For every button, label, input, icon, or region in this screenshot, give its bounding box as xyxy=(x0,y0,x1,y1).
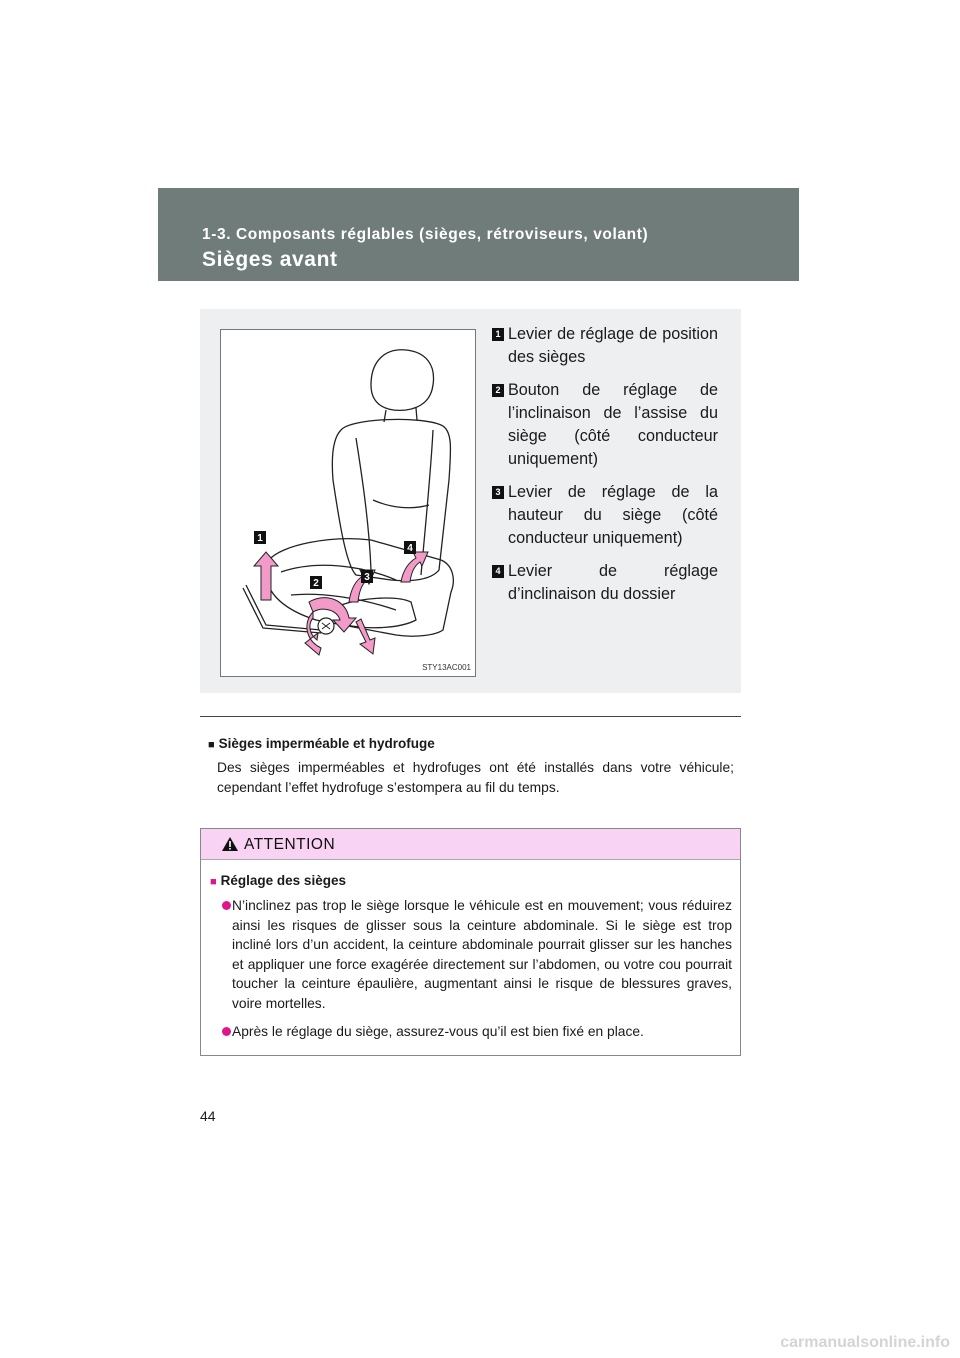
attention-subheading xyxy=(210,873,732,888)
svg-text:1: 1 xyxy=(257,533,263,544)
legend-list xyxy=(492,323,718,615)
note-body: Des sièges imperméables et hydrofuges ont été installés dans votre véhicule; cependant l’effet hydrofuge s’estompera au fil du temps. xyxy=(217,760,734,795)
seat-drawing xyxy=(221,330,475,676)
attention-bullet-text: Après le réglage du siège, assurez-vous qu’il est bien fixé en place. xyxy=(232,1023,644,1039)
info-note xyxy=(208,736,734,798)
note-heading xyxy=(208,736,734,751)
divider xyxy=(200,716,741,717)
bullet-dot-icon xyxy=(222,901,231,910)
section-header xyxy=(158,188,799,281)
legend-text: Levier de réglage de position des sièges xyxy=(508,325,718,367)
legend-number: 3 xyxy=(492,486,504,499)
legend-item xyxy=(492,560,718,607)
bullet-dot-icon xyxy=(222,1027,231,1036)
attention-box xyxy=(200,828,741,1056)
attention-subheading-text: Réglage des sièges xyxy=(220,873,346,888)
watermark: carmanualsonline.info xyxy=(780,1334,950,1351)
legend-item xyxy=(492,481,718,551)
attention-bullet-text: N’inclinez pas trop le siège lorsque le véhicule est en mouvement; vous réduirez ainsi les risques de glisser sous la ceinture abdominale. Si le siège est trop incliné lors d’un accident, la ceinture abdominale pourrait glisser sur les hanches et appliquer une force exagérée directement sur l’abdomen, ou votre cou pourrait toucher la ceinture épaulière, augmentant ainsi le risque de blessures graves, voire mortelles. xyxy=(232,898,732,1011)
legend-number: 1 xyxy=(492,328,504,341)
warning-triangle-icon xyxy=(221,836,239,852)
legend-number: 4 xyxy=(492,565,504,578)
callout-1 xyxy=(254,531,266,544)
legend-number: 2 xyxy=(492,384,504,397)
attention-bullet xyxy=(210,896,732,1014)
square-bullet-icon: ■ xyxy=(210,876,217,888)
callout-3 xyxy=(361,570,373,583)
svg-text:3: 3 xyxy=(364,572,370,583)
square-bullet-icon: ■ xyxy=(208,739,215,751)
callout-2 xyxy=(310,576,322,589)
attention-content xyxy=(201,860,740,1041)
page-title: Sièges avant xyxy=(202,248,338,271)
attention-header xyxy=(201,829,740,860)
callout-4 xyxy=(404,541,416,554)
attention-bullet xyxy=(210,1022,732,1042)
attention-label: ATTENTION xyxy=(244,836,336,853)
page-number: 44 xyxy=(200,1108,216,1124)
legend-text: Bouton de réglage de l’inclinaison de l’assise du siège (côté conducteur uniquement) xyxy=(508,380,718,469)
figure-code: STY13AC001 xyxy=(422,663,471,672)
legend-item xyxy=(492,323,718,370)
svg-text:2: 2 xyxy=(313,578,319,589)
legend-item xyxy=(492,379,718,472)
seat-illustration xyxy=(220,329,476,677)
figure-panel xyxy=(200,309,741,693)
legend-text: Levier de réglage de la hauteur du siège (côté conducteur uniquement) xyxy=(508,482,718,548)
note-heading-text: Sièges imperméable et hydrofuge xyxy=(218,736,435,751)
svg-text:4: 4 xyxy=(407,543,413,554)
section-title: 1-3. Composants réglables (sièges, rétroviseurs, volant) xyxy=(202,226,649,243)
legend-text: Levier de réglage d’inclinaison du dossier xyxy=(508,561,718,603)
